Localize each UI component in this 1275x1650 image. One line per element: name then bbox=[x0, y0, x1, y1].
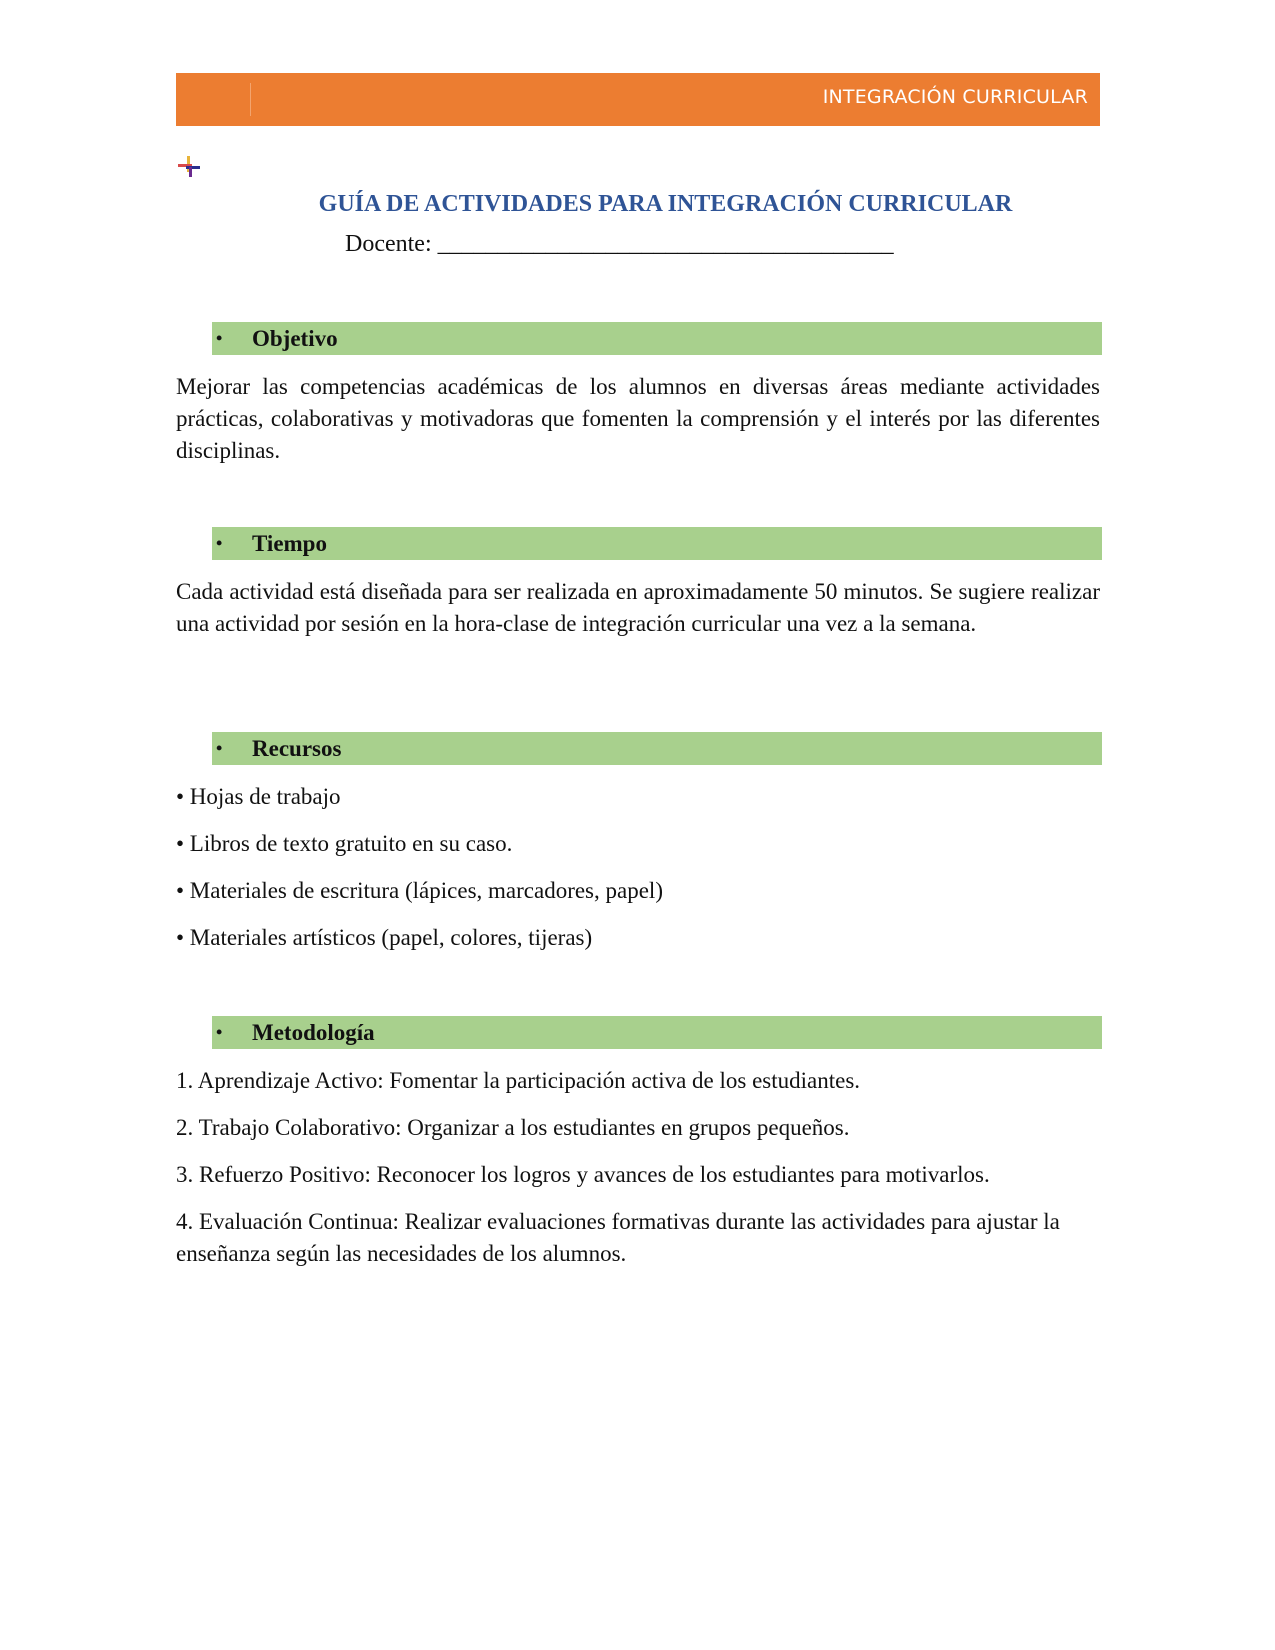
section-heading-tiempo bbox=[212, 527, 1102, 560]
section-heading-label: Recursos bbox=[252, 736, 342, 761]
list-item: • Materiales de escritura (lápices, marcadores, papel) bbox=[176, 878, 663, 903]
bullet-marker: • bbox=[216, 1022, 223, 1042]
header-bar bbox=[176, 73, 1100, 126]
tiempo-paragraph: Cada actividad está diseñada para ser realizada en aproximadamente 50 minutos. Se sugiere realizar una actividad por sesión en la hora-clase de integración curricular una vez a la semana. bbox=[176, 579, 1100, 636]
list-item: 1. Aprendizaje Activo: Fomentar la participación activa de los estudiantes. bbox=[176, 1068, 861, 1093]
list-item: • Hojas de trabajo bbox=[176, 784, 341, 809]
bullet-marker: • bbox=[216, 533, 223, 553]
docente-field: Docente: ______________________________________ bbox=[345, 231, 894, 257]
section-heading-label: Objetivo bbox=[252, 326, 338, 351]
section-heading-metodologia bbox=[212, 1016, 1102, 1049]
bullet-marker: • bbox=[216, 738, 223, 758]
header-label: INTEGRACIÓN CURRICULAR bbox=[822, 86, 1088, 108]
section-heading-recursos bbox=[212, 732, 1102, 765]
list-item: 4. Evaluación Continua: Realizar evaluaciones formativas durante las actividades para ajustar la enseñanza según las necesidades de los alumnos. bbox=[176, 1209, 1060, 1266]
section-heading-objetivo bbox=[212, 322, 1102, 355]
page-title: GUÍA DE ACTIVIDADES PARA INTEGRACIÓN CURRICULAR bbox=[318, 191, 1013, 217]
list-item: 2. Trabajo Colaborativo: Organizar a los estudiantes en grupos pequeños. bbox=[176, 1115, 850, 1140]
section-heading-label: Metodología bbox=[252, 1020, 375, 1045]
header-divider bbox=[250, 83, 251, 116]
list-item: 3. Refuerzo Positivo: Reconocer los logros y avances de los estudiantes para motivarlos. bbox=[176, 1162, 990, 1187]
list-item: • Materiales artísticos (papel, colores, tijeras) bbox=[176, 925, 593, 950]
section-heading-label: Tiempo bbox=[252, 531, 327, 556]
list-item: • Libros de texto gratuito en su caso. bbox=[176, 831, 513, 856]
bullet-marker: • bbox=[216, 328, 223, 348]
crosshair-logo-icon bbox=[178, 156, 202, 178]
objetivo-paragraph: Mejorar las competencias académicas de los alumnos en diversas áreas mediante actividades prácticas, colaborativas y motivadoras que fomenten la comprensión y el interés por las diferentes disciplinas. bbox=[176, 374, 1100, 463]
